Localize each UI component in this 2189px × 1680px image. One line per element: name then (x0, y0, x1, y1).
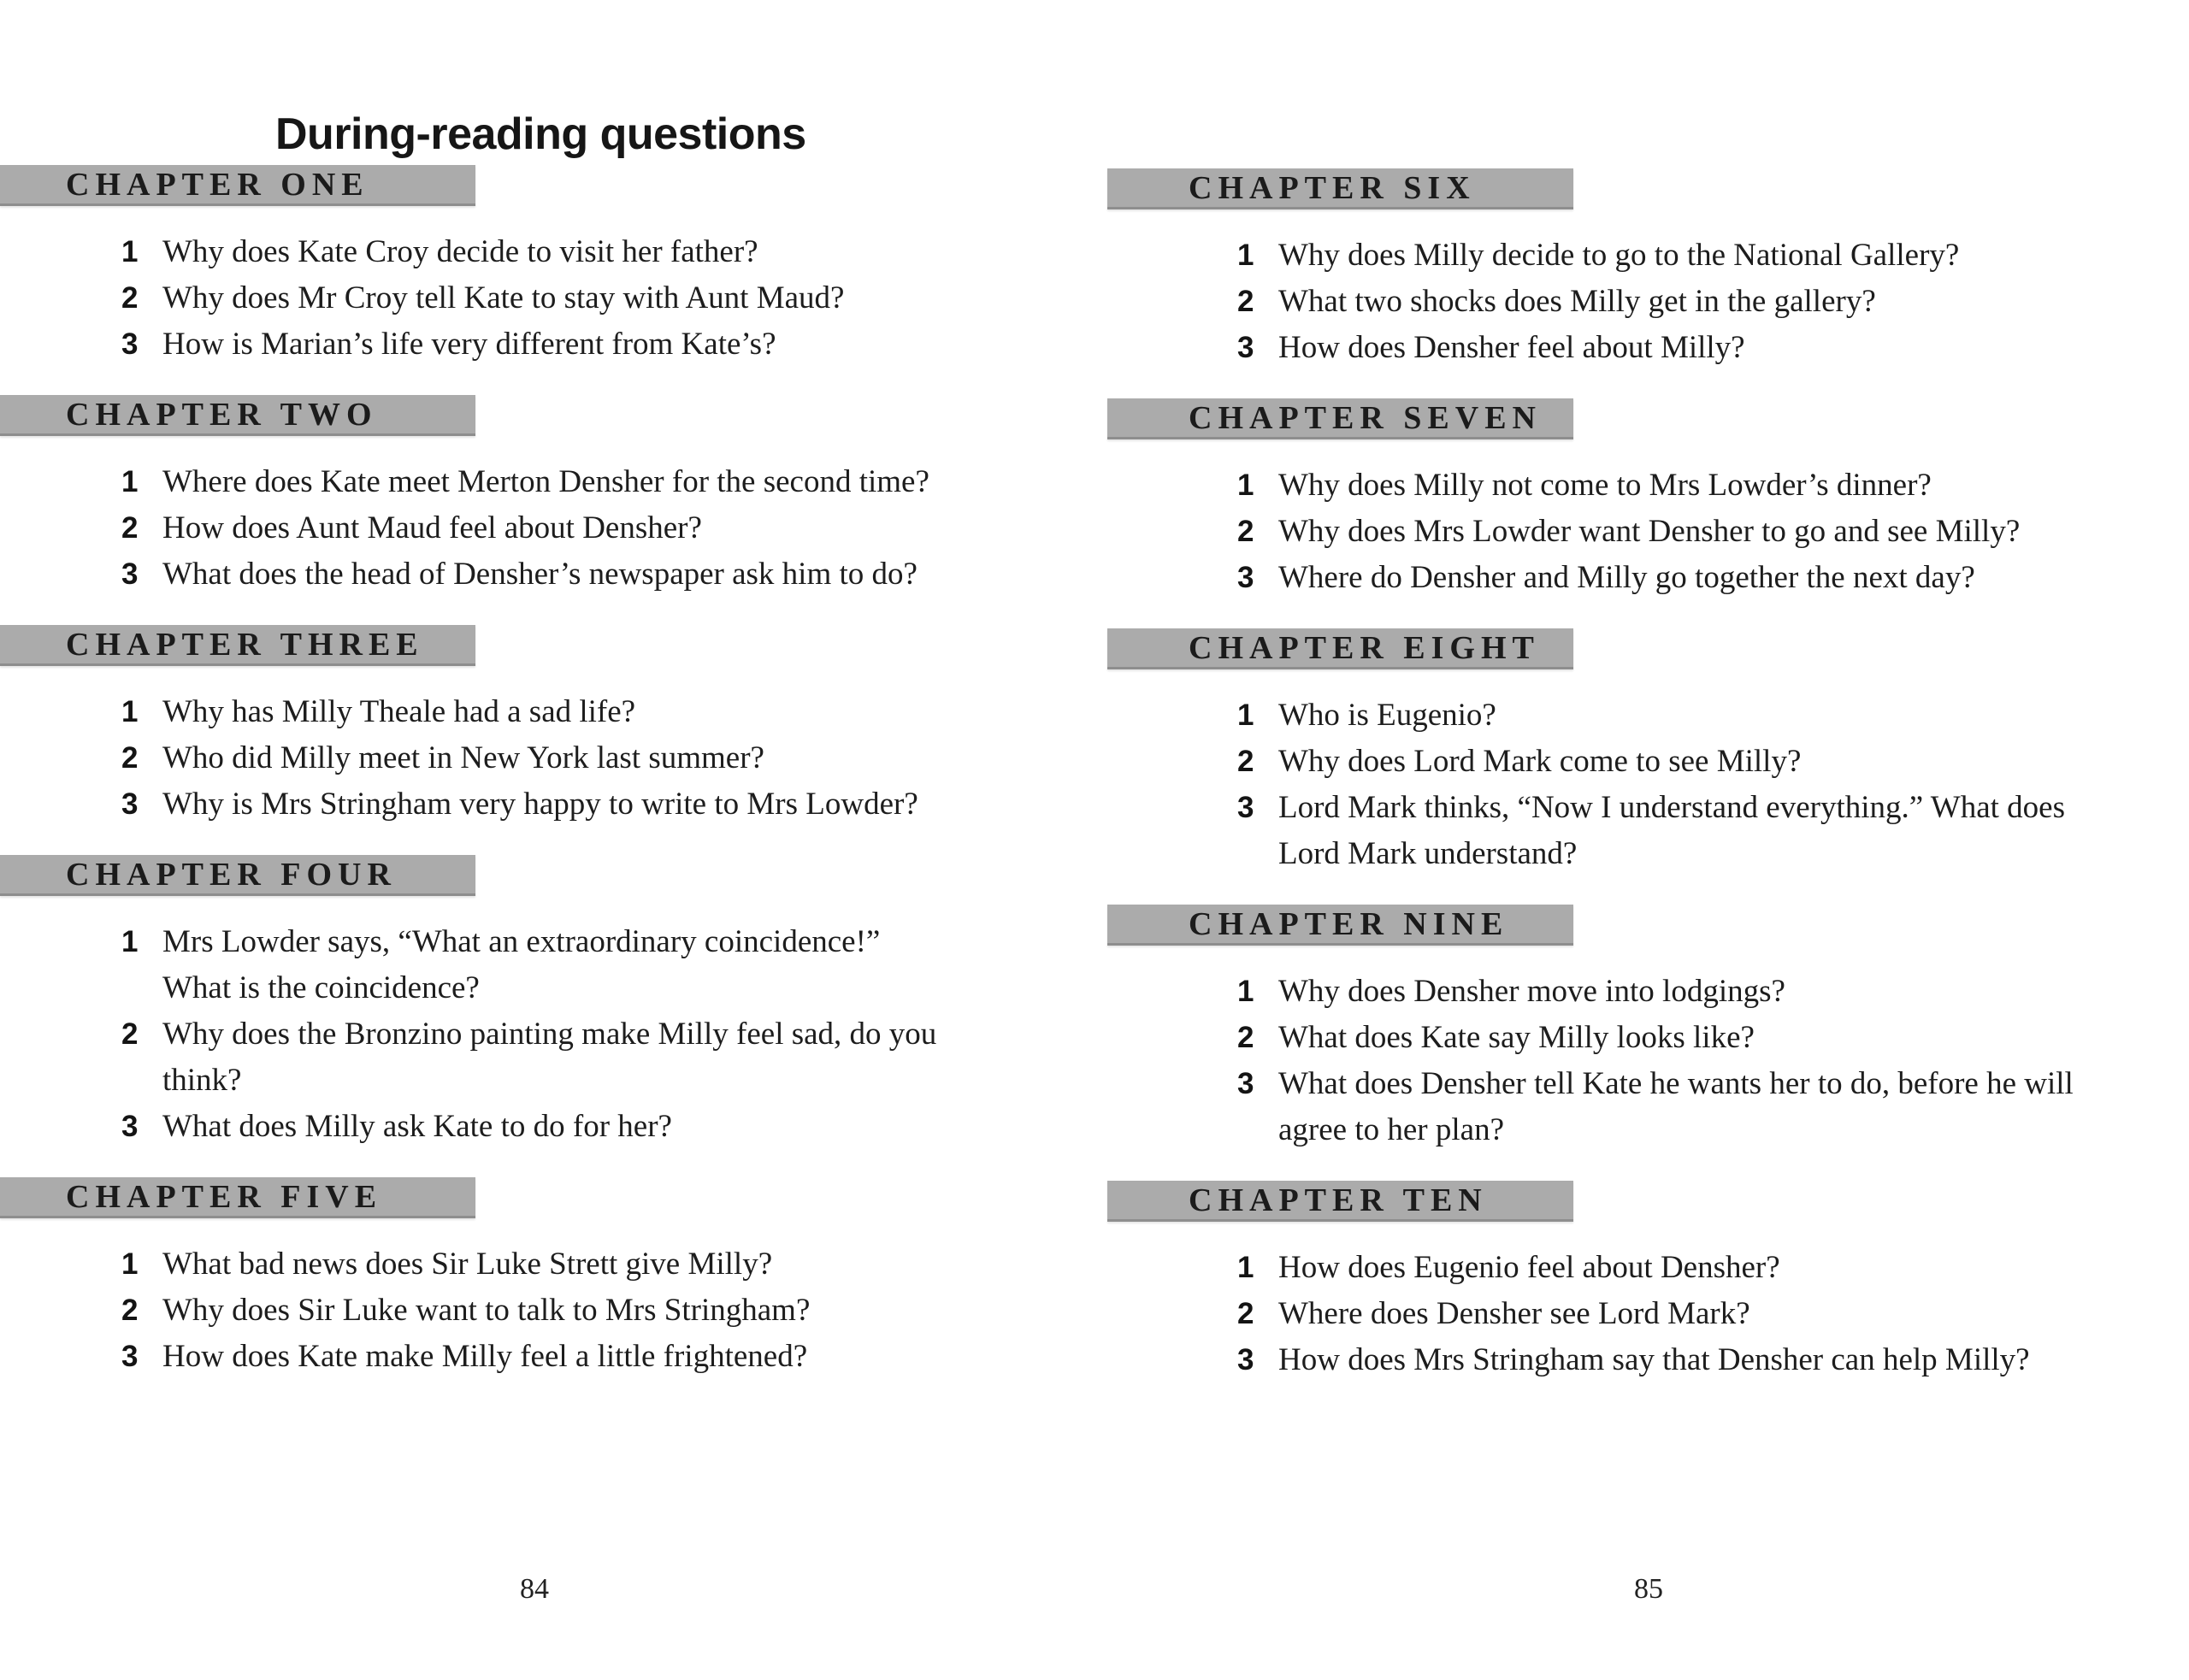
question-number: 1 (121, 465, 139, 498)
question-number: 2 (1237, 1297, 1254, 1330)
chapter-section (0, 855, 1069, 1150)
question-text: What two shocks does Milly get in the gallery? (1278, 284, 1876, 319)
question-row (0, 459, 1069, 505)
question-row (0, 1288, 1069, 1334)
question-number: 2 (121, 741, 139, 775)
chapter-heading-bar (1107, 628, 1573, 669)
question-number: 2 (121, 281, 139, 315)
question-text: How does Densher feel about Milly? (1278, 330, 1745, 365)
question-text: Why does the Bronzino painting make Milly feel sad, do you think? (162, 1017, 937, 1098)
chapter-heading: CHAPTER TWO (66, 396, 378, 433)
question-row (1107, 233, 2189, 279)
question-row (1107, 463, 2189, 509)
question-number: 2 (1237, 515, 1254, 548)
question-row (0, 551, 1069, 598)
question-text: How does Aunt Maud feel about Densher? (162, 510, 702, 545)
question-list (0, 689, 1069, 828)
chapter-section (0, 395, 1069, 598)
question-row (1107, 969, 2189, 1015)
question-text: Lord Mark thinks, “Now I understand everything.” What does Lord Mark understand? (1278, 790, 2065, 871)
question-number: 3 (121, 1110, 139, 1143)
question-row (0, 781, 1069, 828)
question-number: 1 (121, 235, 139, 268)
question-list (1107, 969, 2189, 1153)
chapter-heading-bar (0, 855, 475, 896)
question-text: Why has Milly Theale had a sad life? (162, 694, 636, 729)
question-list (1107, 1245, 2189, 1383)
question-list (1107, 463, 2189, 601)
question-number: 1 (1237, 239, 1254, 272)
question-text: Who is Eugenio? (1278, 698, 1496, 733)
question-text: How does Kate make Milly feel a little frightened? (162, 1339, 808, 1374)
chapter-section (0, 625, 1069, 828)
question-list (0, 919, 1069, 1150)
question-row (0, 1241, 1069, 1288)
question-number: 1 (1237, 469, 1254, 502)
question-text: What does the head of Densher’s newspaper ask him to do? (162, 557, 917, 592)
chapter-heading: CHAPTER SIX (1189, 169, 1476, 206)
chapter-heading-bar (0, 165, 475, 206)
question-row (1107, 1015, 2189, 1061)
question-number: 3 (1237, 1067, 1254, 1100)
question-number: 3 (121, 1340, 139, 1373)
chapter-heading: CHAPTER FIVE (66, 1178, 383, 1215)
right-page-column (1107, 168, 2189, 1411)
question-list (1107, 233, 2189, 371)
right-page-number: 85 (1634, 1573, 1663, 1605)
question-text: What bad news does Sir Luke Strett give Milly? (162, 1247, 773, 1282)
question-row (1107, 509, 2189, 555)
chapter-heading-bar (1107, 398, 1573, 439)
question-text: How does Eugenio feel about Densher? (1278, 1250, 1780, 1285)
question-number: 1 (1237, 1251, 1254, 1284)
question-text: Why does Kate Croy decide to visit her father? (162, 234, 758, 269)
question-row (0, 689, 1069, 735)
question-row (0, 275, 1069, 321)
question-number: 2 (1237, 1021, 1254, 1054)
question-row (1107, 279, 2189, 325)
question-number: 1 (1237, 699, 1254, 732)
question-row (1107, 555, 2189, 601)
question-text: What does Milly ask Kate to do for her? (162, 1109, 672, 1144)
chapter-section (0, 1177, 1069, 1380)
question-row (1107, 1337, 2189, 1383)
chapter-section (1107, 905, 2189, 1153)
question-text: Mrs Lowder says, “What an extraordinary coincidence!” What is the coincidence? (162, 924, 881, 1005)
question-row (0, 321, 1069, 368)
chapter-heading: CHAPTER FOUR (66, 856, 397, 893)
question-text: Why does Sir Luke want to talk to Mrs Stringham? (162, 1293, 811, 1328)
question-row (1107, 739, 2189, 785)
question-number: 1 (1237, 975, 1254, 1008)
question-text: What does Densher tell Kate he wants her to do, before he will agree to her plan? (1278, 1066, 2074, 1147)
question-text: Why does Densher move into lodgings? (1278, 974, 1785, 1009)
question-row (0, 505, 1069, 551)
chapter-heading: CHAPTER SEVEN (1189, 399, 1542, 436)
chapter-section (1107, 168, 2189, 371)
chapter-heading: CHAPTER NINE (1189, 905, 1509, 942)
question-row (1107, 1245, 2189, 1291)
question-number: 3 (121, 787, 139, 821)
chapter-heading-bar (1107, 168, 1573, 209)
question-number: 2 (1237, 745, 1254, 778)
question-number: 1 (121, 925, 139, 958)
question-number: 3 (1237, 1343, 1254, 1376)
question-text: Where does Densher see Lord Mark? (1278, 1296, 1750, 1331)
question-text: What does Kate say Milly looks like? (1278, 1020, 1755, 1055)
question-number: 2 (1237, 285, 1254, 318)
question-number: 1 (121, 695, 139, 728)
chapter-heading-bar (1107, 1181, 1573, 1222)
question-number: 3 (1237, 331, 1254, 364)
chapter-section (1107, 398, 2189, 601)
question-row (1107, 1291, 2189, 1337)
question-number: 3 (1237, 791, 1254, 824)
question-list (0, 1241, 1069, 1380)
question-number: 3 (121, 557, 139, 591)
chapter-heading-bar (1107, 905, 1573, 946)
question-number: 2 (121, 1017, 139, 1051)
question-number: 2 (121, 1294, 139, 1327)
chapter-heading-bar (0, 625, 475, 666)
question-row (1107, 1061, 2189, 1153)
question-number: 2 (121, 511, 139, 545)
question-row (0, 1334, 1069, 1380)
question-text: How is Marian’s life very different from Kate’s? (162, 327, 776, 362)
question-text: Who did Milly meet in New York last summer? (162, 740, 764, 775)
question-text: Where do Densher and Milly go together the next day? (1278, 560, 1975, 595)
question-text: Where does Kate meet Merton Densher for the second time? (162, 464, 929, 499)
question-text: How does Mrs Stringham say that Densher can help Milly? (1278, 1342, 2030, 1377)
chapter-heading: CHAPTER TEN (1189, 1182, 1488, 1218)
question-row (1107, 785, 2189, 877)
chapter-heading: CHAPTER ONE (66, 166, 369, 203)
chapter-section (0, 165, 1069, 368)
question-list (0, 229, 1069, 368)
question-text: Why does Mr Croy tell Kate to stay with Aunt Maud? (162, 280, 845, 315)
chapter-heading-bar (0, 395, 475, 436)
question-row (1107, 693, 2189, 739)
question-row (0, 735, 1069, 781)
question-row (0, 1011, 1069, 1104)
left-page-number: 84 (520, 1573, 549, 1605)
question-list (1107, 693, 2189, 877)
question-row (0, 229, 1069, 275)
question-text: Why does Lord Mark come to see Milly? (1278, 744, 1802, 779)
question-number: 3 (121, 327, 139, 361)
question-row (0, 1104, 1069, 1150)
question-number: 1 (121, 1247, 139, 1281)
question-list (0, 459, 1069, 598)
question-number: 3 (1237, 561, 1254, 594)
page-title: During-reading questions (275, 109, 806, 159)
question-text: Why does Mrs Lowder want Densher to go and see Milly? (1278, 514, 2021, 549)
question-text: Why is Mrs Stringham very happy to write to Mrs Lowder? (162, 787, 918, 822)
question-text: Why does Milly not come to Mrs Lowder’s dinner? (1278, 468, 1932, 503)
chapter-heading: CHAPTER THREE (66, 626, 424, 663)
chapter-heading-bar (0, 1177, 475, 1218)
chapter-heading: CHAPTER EIGHT (1189, 629, 1540, 666)
question-row (1107, 325, 2189, 371)
left-page-column (0, 165, 1069, 1407)
question-row (0, 919, 1069, 1011)
chapter-section (1107, 1181, 2189, 1383)
chapter-section (1107, 628, 2189, 877)
question-text: Why does Milly decide to go to the National Gallery? (1278, 238, 1960, 273)
